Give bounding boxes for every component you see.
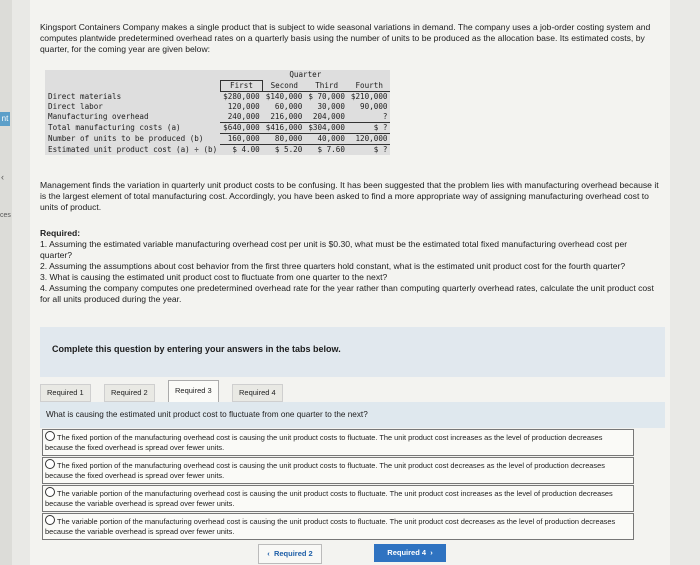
option-text: The variable portion of the manufacturing overhead cost is causing the unit product costs to fluctuate. The unit product cost increases as the level of production decreases because the variable overhead is spread over fewer units. [45,489,613,508]
radio-button[interactable] [45,459,55,469]
table-row [45,92,390,103]
answer-option[interactable] [42,485,634,512]
option-text: The fixed portion of the manufacturing overhead cost is causing the unit product costs to fluctuate. The unit product cost decreases as the level of production decreases because the fixed overhead is spread over fewer units. [45,461,605,480]
management-paragraph: Management finds the variation in quarterly unit product costs to be confusing. It has been suggested that the problem lies with manufacturing overhead because it is the largest element of total manufacturing cost. Accordingly, you have been asked to find a more appropriate way of assigning manufacturing overhead cost to units of product. [40,180,659,212]
required-list [40,239,660,305]
cell: $140,000 [265,92,303,101]
cell: 160,000 [220,134,263,145]
cell: $ 5.20 [274,145,303,154]
cell: 30,000 [317,102,345,111]
instruction-text: Complete this question by entering your answers in the tabs below. [52,344,341,354]
row-label: Total manufacturing costs (a) [48,123,181,132]
table-row [45,112,390,123]
prev-button-label: Required 2 [273,549,313,558]
table-row [45,123,390,134]
table-row [45,102,390,112]
list-item: 2. Assuming the assumptions about cost behavior from the first three quarters hold constant, what is the estimated unit product cost for the fourth quarter? [40,261,626,271]
list-item: 1. Assuming the estimated variable manufacturing overhead cost per unit is $0.30, what must be the estimated total fixed manufacturing overhead cost per quarter? [40,239,628,260]
next-button-label: Required 4 [387,548,427,557]
cell: 60,000 [274,102,303,111]
column-header-second: Second [263,81,306,92]
cell: $416,000 [263,123,306,134]
cell: $ 4.00 [232,145,260,154]
tab-required-4[interactable]: Required 4 [232,384,283,402]
left-sidebar-strip [0,0,12,565]
sidebar-label: ces [0,212,11,219]
sidebar-chevron-icon[interactable]: ‹ [1,172,4,182]
row-label: Number of units to be produced (b) [48,134,204,143]
cell: 40,000 [305,134,348,145]
cell: ? [348,112,391,123]
table-group-header-row [45,70,390,81]
chevron-left-icon: ‹ [267,549,270,558]
question-bar [40,402,665,428]
answer-options [42,429,634,541]
problem-page [30,0,670,565]
table-column-header-row [45,81,390,92]
option-text: The variable portion of the manufacturing overhead cost is causing the unit product costs to fluctuate. The unit product cost decreases as the level of production decreases because the variable overhead is spread over fewer units. [45,517,616,536]
table-row [45,134,390,145]
quarterly-cost-table [45,70,390,155]
cell: 120,000 [348,134,391,145]
radio-button[interactable] [45,431,55,441]
cell: 90,000 [360,102,388,111]
cell: $ 70,000 [308,92,345,101]
column-header-first: First [220,81,263,92]
cell: 240,000 [220,112,263,123]
sidebar-tab-marker[interactable]: nt [0,112,10,126]
column-header-fourth: Fourth [348,81,391,92]
cell: $640,000 [220,123,263,134]
next-required-button[interactable] [374,544,446,562]
instruction-banner [40,327,665,377]
row-label: Estimated unit product cost (a) ÷ (b) [48,144,218,154]
answer-option[interactable] [42,513,634,540]
radio-button[interactable] [45,487,55,497]
table-row [45,145,390,156]
cell: $280,000 [223,92,260,101]
required-title: Required: [40,228,81,238]
tab-bar [40,378,665,402]
option-text: The fixed portion of the manufacturing overhead cost is causing the unit product costs to fluctuate. The unit product cost increases as the level of production decreases because the fixed overhead is spread over fewer units. [45,433,603,452]
quarter-header: Quarter [289,70,322,79]
chevron-right-icon: › [430,548,433,557]
answer-option[interactable] [42,457,634,484]
cell: 216,000 [263,112,306,123]
cell: $304,000 [305,123,348,134]
cell: 204,000 [305,112,348,123]
tab-required-3[interactable]: Required 3 [168,380,219,403]
row-label: Direct materials [48,91,122,101]
radio-button[interactable] [45,515,55,525]
prev-required-button[interactable] [258,544,322,564]
cell: $ ? [373,145,388,154]
cell: $ ? [348,123,391,134]
cell: $ 7.60 [317,145,345,154]
cell: $210,000 [350,92,388,101]
question-text: What is causing the estimated unit product cost to fluctuate from one quarter to the next? [46,410,368,419]
list-item: 4. Assuming the company computes one predetermined overhead rate for the year rather than computing quarterly overhead rates, calculate the unit product cost for all units produced during the year. [40,283,654,304]
problem-intro: Kingsport Containers Company makes a single product that is subject to wide seasonal variations in demand. The company uses a job-order costing system and computes plantwide predetermined overhead rates on a quarterly basis using the number of units to be produced as the allocation base. Its estimated costs, by quarter, for the coming year are given below: [40,22,651,54]
cell: 80,000 [263,134,306,145]
column-header-third: Third [305,81,348,92]
list-item: 3. What is causing the estimated unit product cost to fluctuate from one quarter to the next? [40,272,388,282]
row-label: Manufacturing overhead [48,112,149,122]
cell: 120,000 [227,102,260,111]
tab-required-1[interactable]: Required 1 [40,384,91,402]
required-section [40,228,660,305]
tab-required-2[interactable]: Required 2 [104,384,155,402]
answer-option[interactable] [42,429,634,456]
row-label: Direct labor [48,102,103,111]
